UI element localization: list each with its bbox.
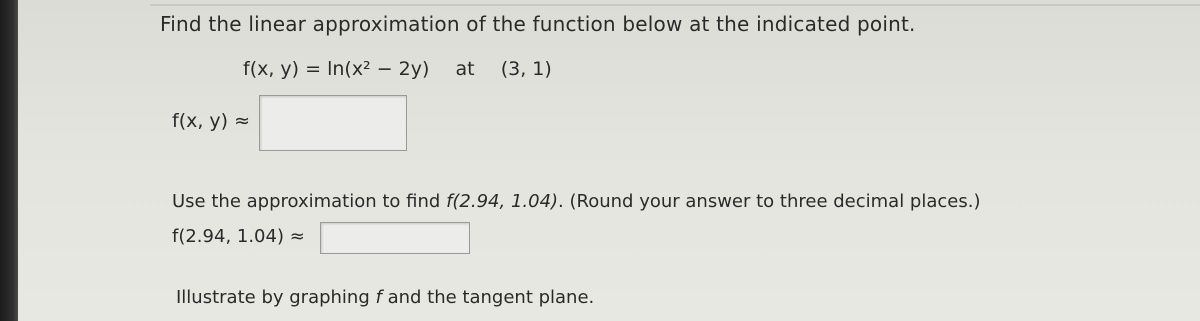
instruction-suffix: . (Round your answer to three decimal places.)	[558, 191, 981, 212]
evaluation-point: (3, 1)	[500, 58, 552, 80]
linear-approximation-label: f(x, y) ≈	[172, 110, 251, 132]
function-expression: f(x, y) = ln(x² − 2y)	[243, 58, 430, 80]
screen-bezel	[0, 0, 18, 321]
illustrate-prefix: Illustrate by graphing	[176, 287, 376, 308]
function-formula	[243, 58, 552, 80]
section-divider	[150, 4, 1200, 6]
illustrate-function-name: f	[375, 287, 382, 308]
question-prompt: Find the linear approximation of the function below at the indicated point.	[160, 12, 916, 36]
illustrate-suffix: and the tangent plane.	[381, 287, 595, 308]
illustrate-instruction	[176, 287, 594, 308]
evaluation-instruction	[172, 191, 980, 212]
evaluated-value-input[interactable]	[320, 222, 470, 254]
at-word: at	[455, 58, 475, 80]
evaluated-value-label: f(2.94, 1.04) ≈	[172, 226, 305, 247]
linear-approximation-input[interactable]	[259, 95, 407, 151]
instruction-expression: f(2.94, 1.04)	[446, 191, 559, 212]
instruction-prefix: Use the approximation to find	[172, 191, 447, 212]
